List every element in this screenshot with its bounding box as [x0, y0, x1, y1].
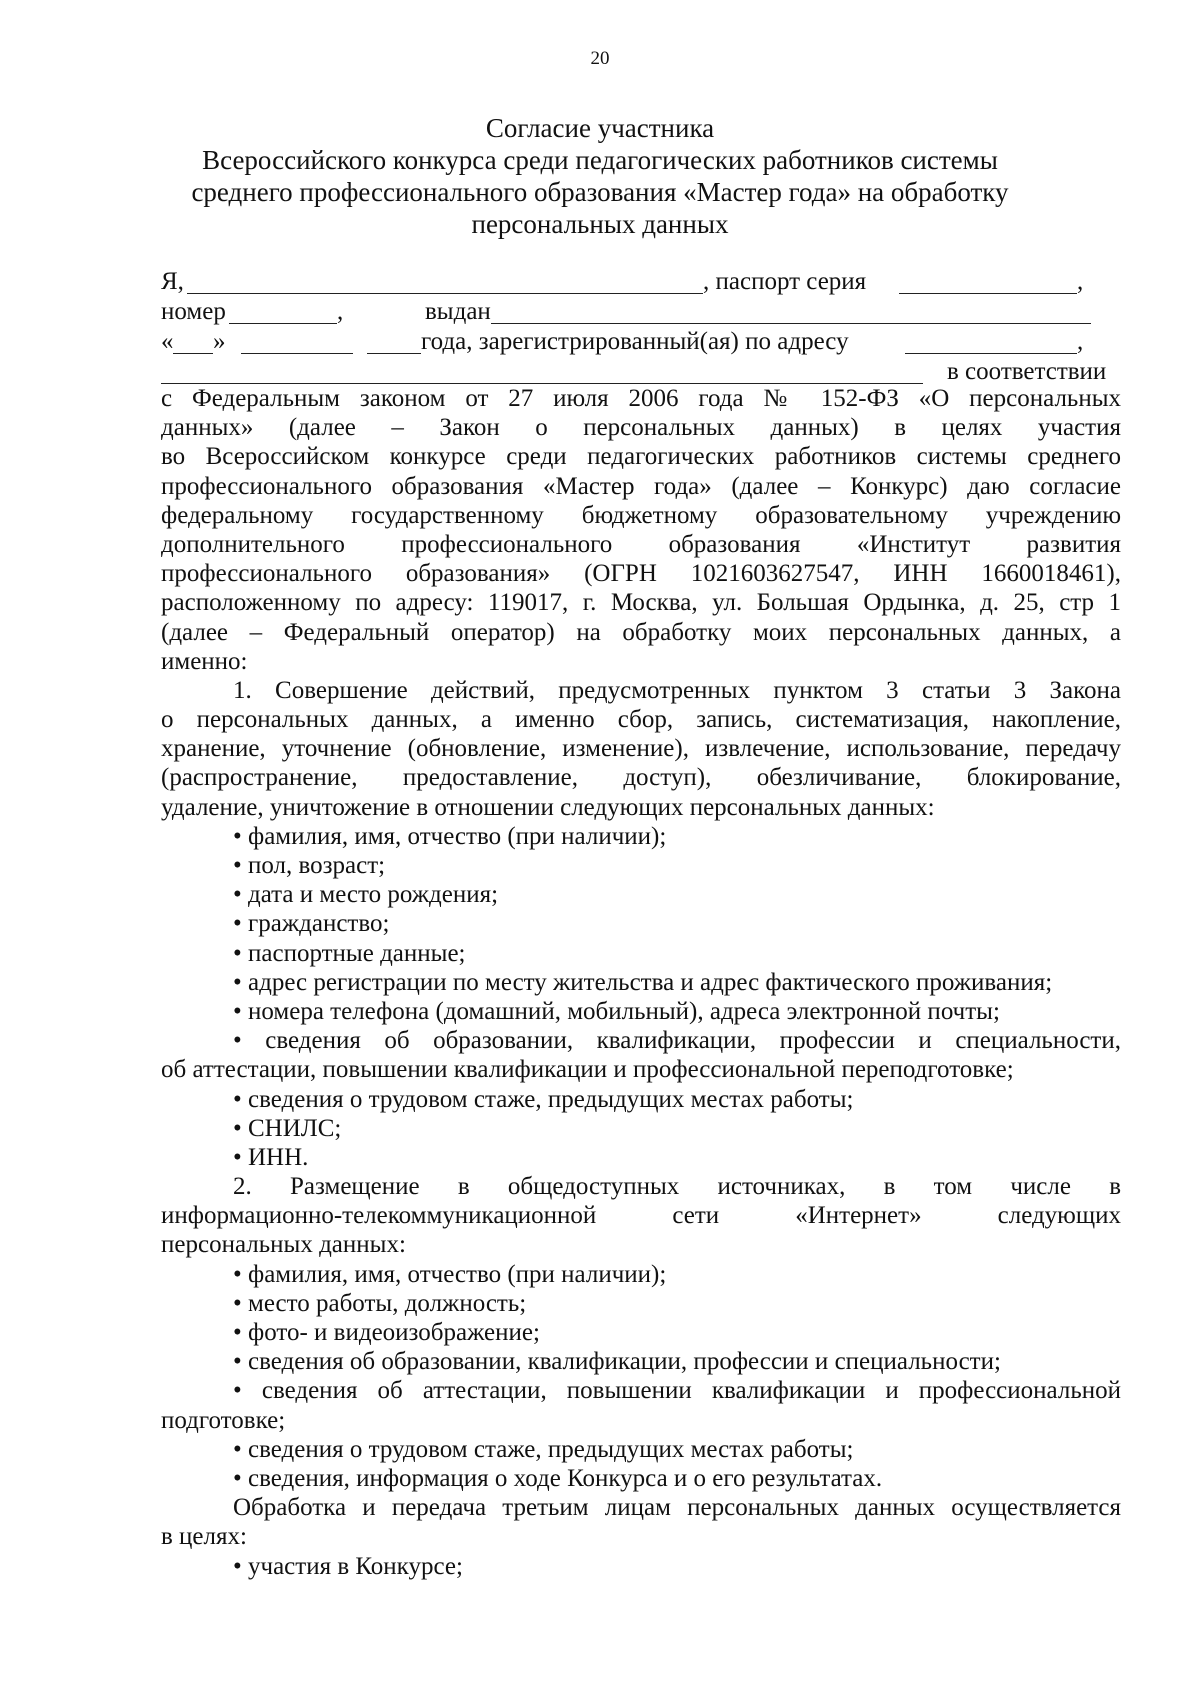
- bullet-item: • место работы, должность;: [233, 1289, 527, 1317]
- text-line: федеральному государственному бюджетному образовательному учреждению: [161, 501, 1121, 529]
- comma: ,: [337, 298, 344, 325]
- quote-open: «: [161, 328, 174, 355]
- issue-day-field[interactable]: [173, 353, 213, 354]
- text-line: профессионального образования» (ОГРН 1021603627547, ИНН 1660018461),: [161, 560, 1121, 588]
- bullet-item: • гражданство;: [233, 910, 390, 938]
- title-line: среднего профессионального образования «Мастер года» на обработку: [191, 177, 1009, 207]
- text-line: о персональных данных, а именно сбор, запись, систематизация, накопление,: [161, 706, 1121, 734]
- form-row-date-address: [161, 328, 1121, 358]
- label-ya: Я,: [161, 268, 184, 295]
- text-line: расположенному по адресу: 119017, г. Москва, ул. Большая Ордынка, д. 25, стр 1: [161, 589, 1121, 617]
- text-line: именно:: [161, 647, 248, 675]
- bullet-item: • адрес регистрации по месту жительства и адрес фактического проживания;: [233, 968, 1053, 996]
- text-line: Обработка и передача третьим лицам персональных данных осуществляется: [233, 1494, 1121, 1522]
- text-line: хранение, уточнение (обновление, изменение), извлечение, использование, передачу: [161, 735, 1121, 763]
- text-line: персональных данных:: [161, 1231, 406, 1259]
- passport-number-field[interactable]: [229, 323, 337, 324]
- document-title: [140, 112, 1060, 240]
- text-line: об аттестации, повышении квалификации и профессиональной переподготовке;: [161, 1056, 1014, 1084]
- bullet-item: • сведения об образовании, квалификации, профессии и специальности;: [233, 1348, 1001, 1376]
- title-line: персональных данных: [471, 209, 729, 239]
- bullet-item: • участия в Конкурсе;: [233, 1552, 463, 1580]
- text-line: во Всероссийском конкурсе среди педагогических работников системы среднего: [161, 443, 1121, 471]
- comma: ,: [1077, 268, 1084, 295]
- text-line: подготовке;: [161, 1406, 286, 1434]
- form-row-number-issued: [161, 298, 1121, 328]
- bullet-item: • сведения о трудовом стаже, предыдущих местах работы;: [233, 1085, 854, 1113]
- bullet-item: • фамилия, имя, отчество (при наличии);: [233, 1260, 667, 1288]
- bullet-item: • сведения о трудовом стаже, предыдущих местах работы;: [233, 1435, 854, 1463]
- text-line: (далее – Федеральный оператор) на обработку моих персональных данных, а: [161, 618, 1121, 646]
- bullet-item: • СНИЛС;: [233, 1114, 342, 1142]
- consent-body: [161, 384, 1121, 1581]
- full-name-field[interactable]: [187, 293, 703, 294]
- address-field[interactable]: [905, 353, 1077, 354]
- page-number: 20: [590, 48, 610, 69]
- text-line: удаление, уничтожение в отношении следующих персональных данных:: [161, 793, 935, 821]
- bullet-item: • фамилия, имя, отчество (при наличии);: [233, 822, 667, 850]
- title-line: Всероссийского конкурса среди педагогических работников системы: [202, 145, 998, 175]
- text-line: 1. Совершение действий, предусмотренных пунктом 3 статьи 3 Закона: [233, 676, 1121, 704]
- issue-year-field[interactable]: [367, 353, 421, 354]
- text-line: 2. Размещение в общедоступных источниках, в том числе в: [233, 1173, 1121, 1201]
- bullet-item: • сведения, информация о ходе Конкурса и о его результатах.: [233, 1464, 883, 1492]
- text-line: (распространение, предоставление, доступ), обезличивание, блокирование,: [161, 764, 1121, 792]
- text-line: • сведения об аттестации, повышении квалификации и профессиональной: [233, 1377, 1121, 1405]
- bullet-item: • номера телефона (домашний, мобильный), адреса электронной почты;: [233, 997, 1000, 1025]
- bullet-item: • фото- и видеоизображение;: [233, 1319, 540, 1346]
- text-line: профессионального образования «Мастер года» (далее – Конкурс) даю согласие: [161, 472, 1121, 500]
- bullet-item: • ИНН.: [233, 1143, 309, 1171]
- label-passport-series: , паспорт серия: [703, 268, 867, 295]
- title-line: Согласие участника: [485, 113, 715, 143]
- comma: ,: [1077, 328, 1084, 355]
- text-line: в целях:: [161, 1523, 247, 1551]
- label-issued: выдан: [425, 298, 491, 325]
- text-line: данных» (далее – Закон о персональных данных) в целях участия: [161, 414, 1121, 442]
- label-number: номер: [161, 298, 226, 325]
- quote-close: »: [213, 328, 226, 355]
- bullet-item: • дата и место рождения;: [233, 881, 499, 909]
- text-line: • сведения об образовании, квалификации, профессии и специальности,: [233, 1027, 1121, 1055]
- text-line: дополнительного профессионального образования «Институт развития: [161, 530, 1121, 558]
- label-in-accordance: в соответствии: [947, 358, 1107, 385]
- text-line: информационно-телекоммуникационной сети «Интернет» следующих: [161, 1202, 1121, 1230]
- issue-month-field[interactable]: [241, 353, 353, 354]
- form-row-name-passport: [161, 268, 1121, 298]
- text-line: с Федеральным законом от 27 июля 2006 года № 152-ФЗ «О персональных: [161, 385, 1121, 412]
- bullet-item: • пол, возраст;: [233, 852, 386, 879]
- label-year-registered: года, зарегистрированный(ая) по адресу: [421, 328, 849, 355]
- bullet-item: • паспортные данные;: [233, 939, 466, 967]
- issued-by-field[interactable]: [491, 323, 1091, 324]
- applicant-form: [161, 268, 1121, 388]
- passport-series-field[interactable]: [899, 293, 1077, 294]
